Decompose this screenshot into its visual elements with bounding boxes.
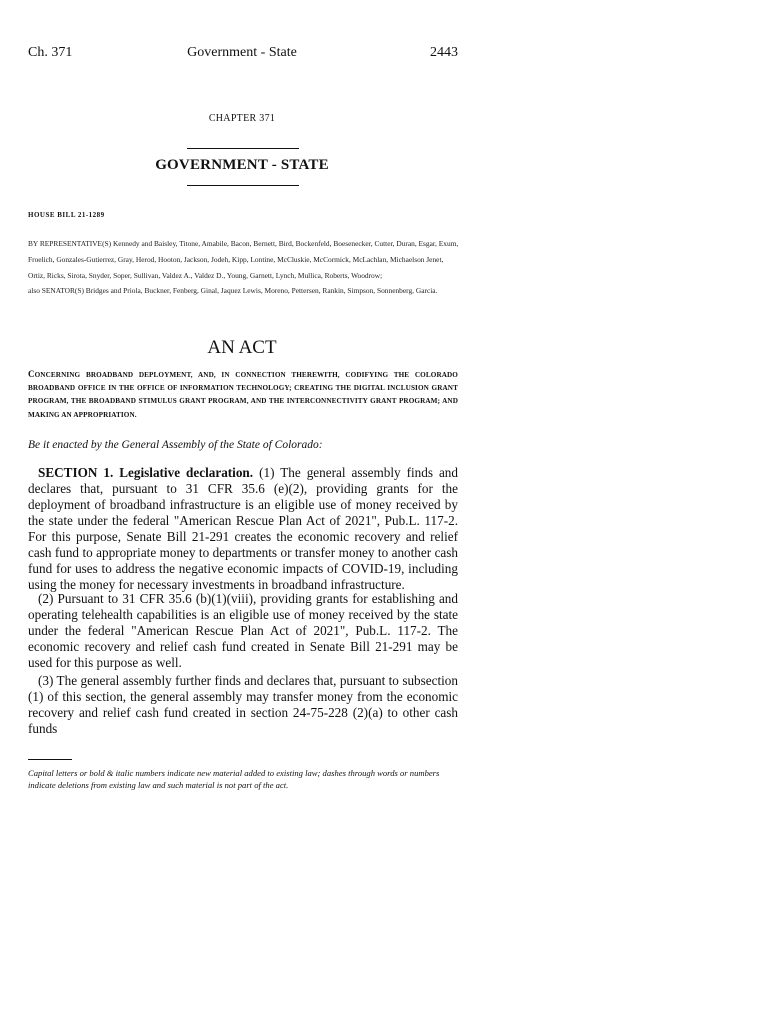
act-title: AN ACT	[207, 337, 277, 358]
title-rule-top	[187, 148, 299, 149]
footnote: Capital letters or bold & italic numbers indicate new material added to existing law; dashes through words or numbers indicate deletions from existing law and such material is not part of the act.	[28, 768, 440, 790]
section-1-p2-text: (2) Pursuant to 31 CFR 35.6 (b)(1)(viii), providing grants for establishing and operating telehealth capabilities is an eligible use of money received by the state under the federal "American Rescue Plan Act of 2021", Pub.L. 117-2. The economic recovery and relief cash fund created in Senate Bill 21-291 may be used for this purpose as well.	[28, 591, 458, 670]
enacting-clause: Be it enacted by the General Assembly of the State of Colorado:	[28, 439, 323, 451]
section-1-paragraph-3	[28, 673, 458, 737]
representatives-list: BY REPRESENTATIVE(S) Kennedy and Baisley, Titone, Amabile, Bacon, Bernett, Bird, Bockenfeld, Boesenecker, Cutter, Duran, Esgar, Exum, Froelich, Gonzales-Gutierrez, Gray, Herod, Hooton, Jackson, Jodeh, Kipp, Lontine, McCluskie, McCormick, McLachlan, Michaelson Jenet, Ortiz, Ricks, Sirota, Snyder, Soper, Sullivan, Valdez A., Valdez D., Young, Garnett, Lynch, Mullica, Roberts, Woodrow;	[28, 239, 459, 280]
act-description-text: BROADBAND DEPLOYMENT, AND, IN CONNECTION THEREWITH, CODIFYING THE COLORADO BROADBAND OFFICE IN THE OFFICE OF INFORMATION TECHNOLOGY; CREATING THE DIGITAL INCLUSION GRANT PROGRAM, THE BROADBAND STIMULUS GRANT PROGRAM, AND THE INTERCONNECTIVITY GRANT PROGRAM; AND MAKING AN APPROPRIATION.	[28, 371, 459, 419]
bill-number: HOUSE BILL 21-1289	[28, 211, 105, 219]
chapter-label: CHAPTER 371	[208, 113, 276, 124]
act-description-first-word: ONCERNING	[34, 371, 81, 379]
section-1-p3-text: (3) The general assembly further finds and declares that, pursuant to subsection (1) of this section, the general assembly may transfer money from the economic recovery and relief cash fund created in section 24-75-228 (2)(a) to other cash funds	[28, 673, 458, 736]
page-number: 2443	[430, 45, 458, 60]
section-1-p1-text: (1) The general assembly finds and declares that, pursuant to 31 CFR 35.6 (e)(2), providing grants for the deployment of broadband infrastructure is an eligible use of money received by the state under the federal "American Rescue Plan Act of 2021", Pub.L. 117-2. For this purpose, Senate Bill 21-291 creates the economic recovery and relief cash fund to appropriate money to departments or transfer money to another cash fund for uses to address the negative economic impacts of COVID-19, including using the money for necessary investments in broadband infrastructure.	[28, 465, 458, 592]
section-1-paragraph-1	[28, 465, 458, 593]
section-1-heading: SECTION 1. Legislative declaration.	[38, 465, 254, 480]
act-description-initial: C	[28, 369, 35, 379]
sponsors-block	[28, 236, 460, 299]
running-title-header: Government - State	[187, 45, 297, 60]
footnote-rule	[28, 759, 72, 760]
section-1-paragraph-2	[28, 591, 458, 671]
senators-list: also SENATOR(S) Bridges and Priola, Buckner, Fenberg, Ginal, Jaquez Lewis, Moreno, Pettersen, Rankin, Simpson, Sonnenberg, Garcia.	[28, 286, 438, 296]
subject-title: GOVERNMENT - STATE	[155, 157, 329, 173]
chapter-number-header: Ch. 371	[28, 45, 73, 60]
act-description	[28, 368, 458, 422]
title-rule-bottom	[187, 185, 299, 186]
